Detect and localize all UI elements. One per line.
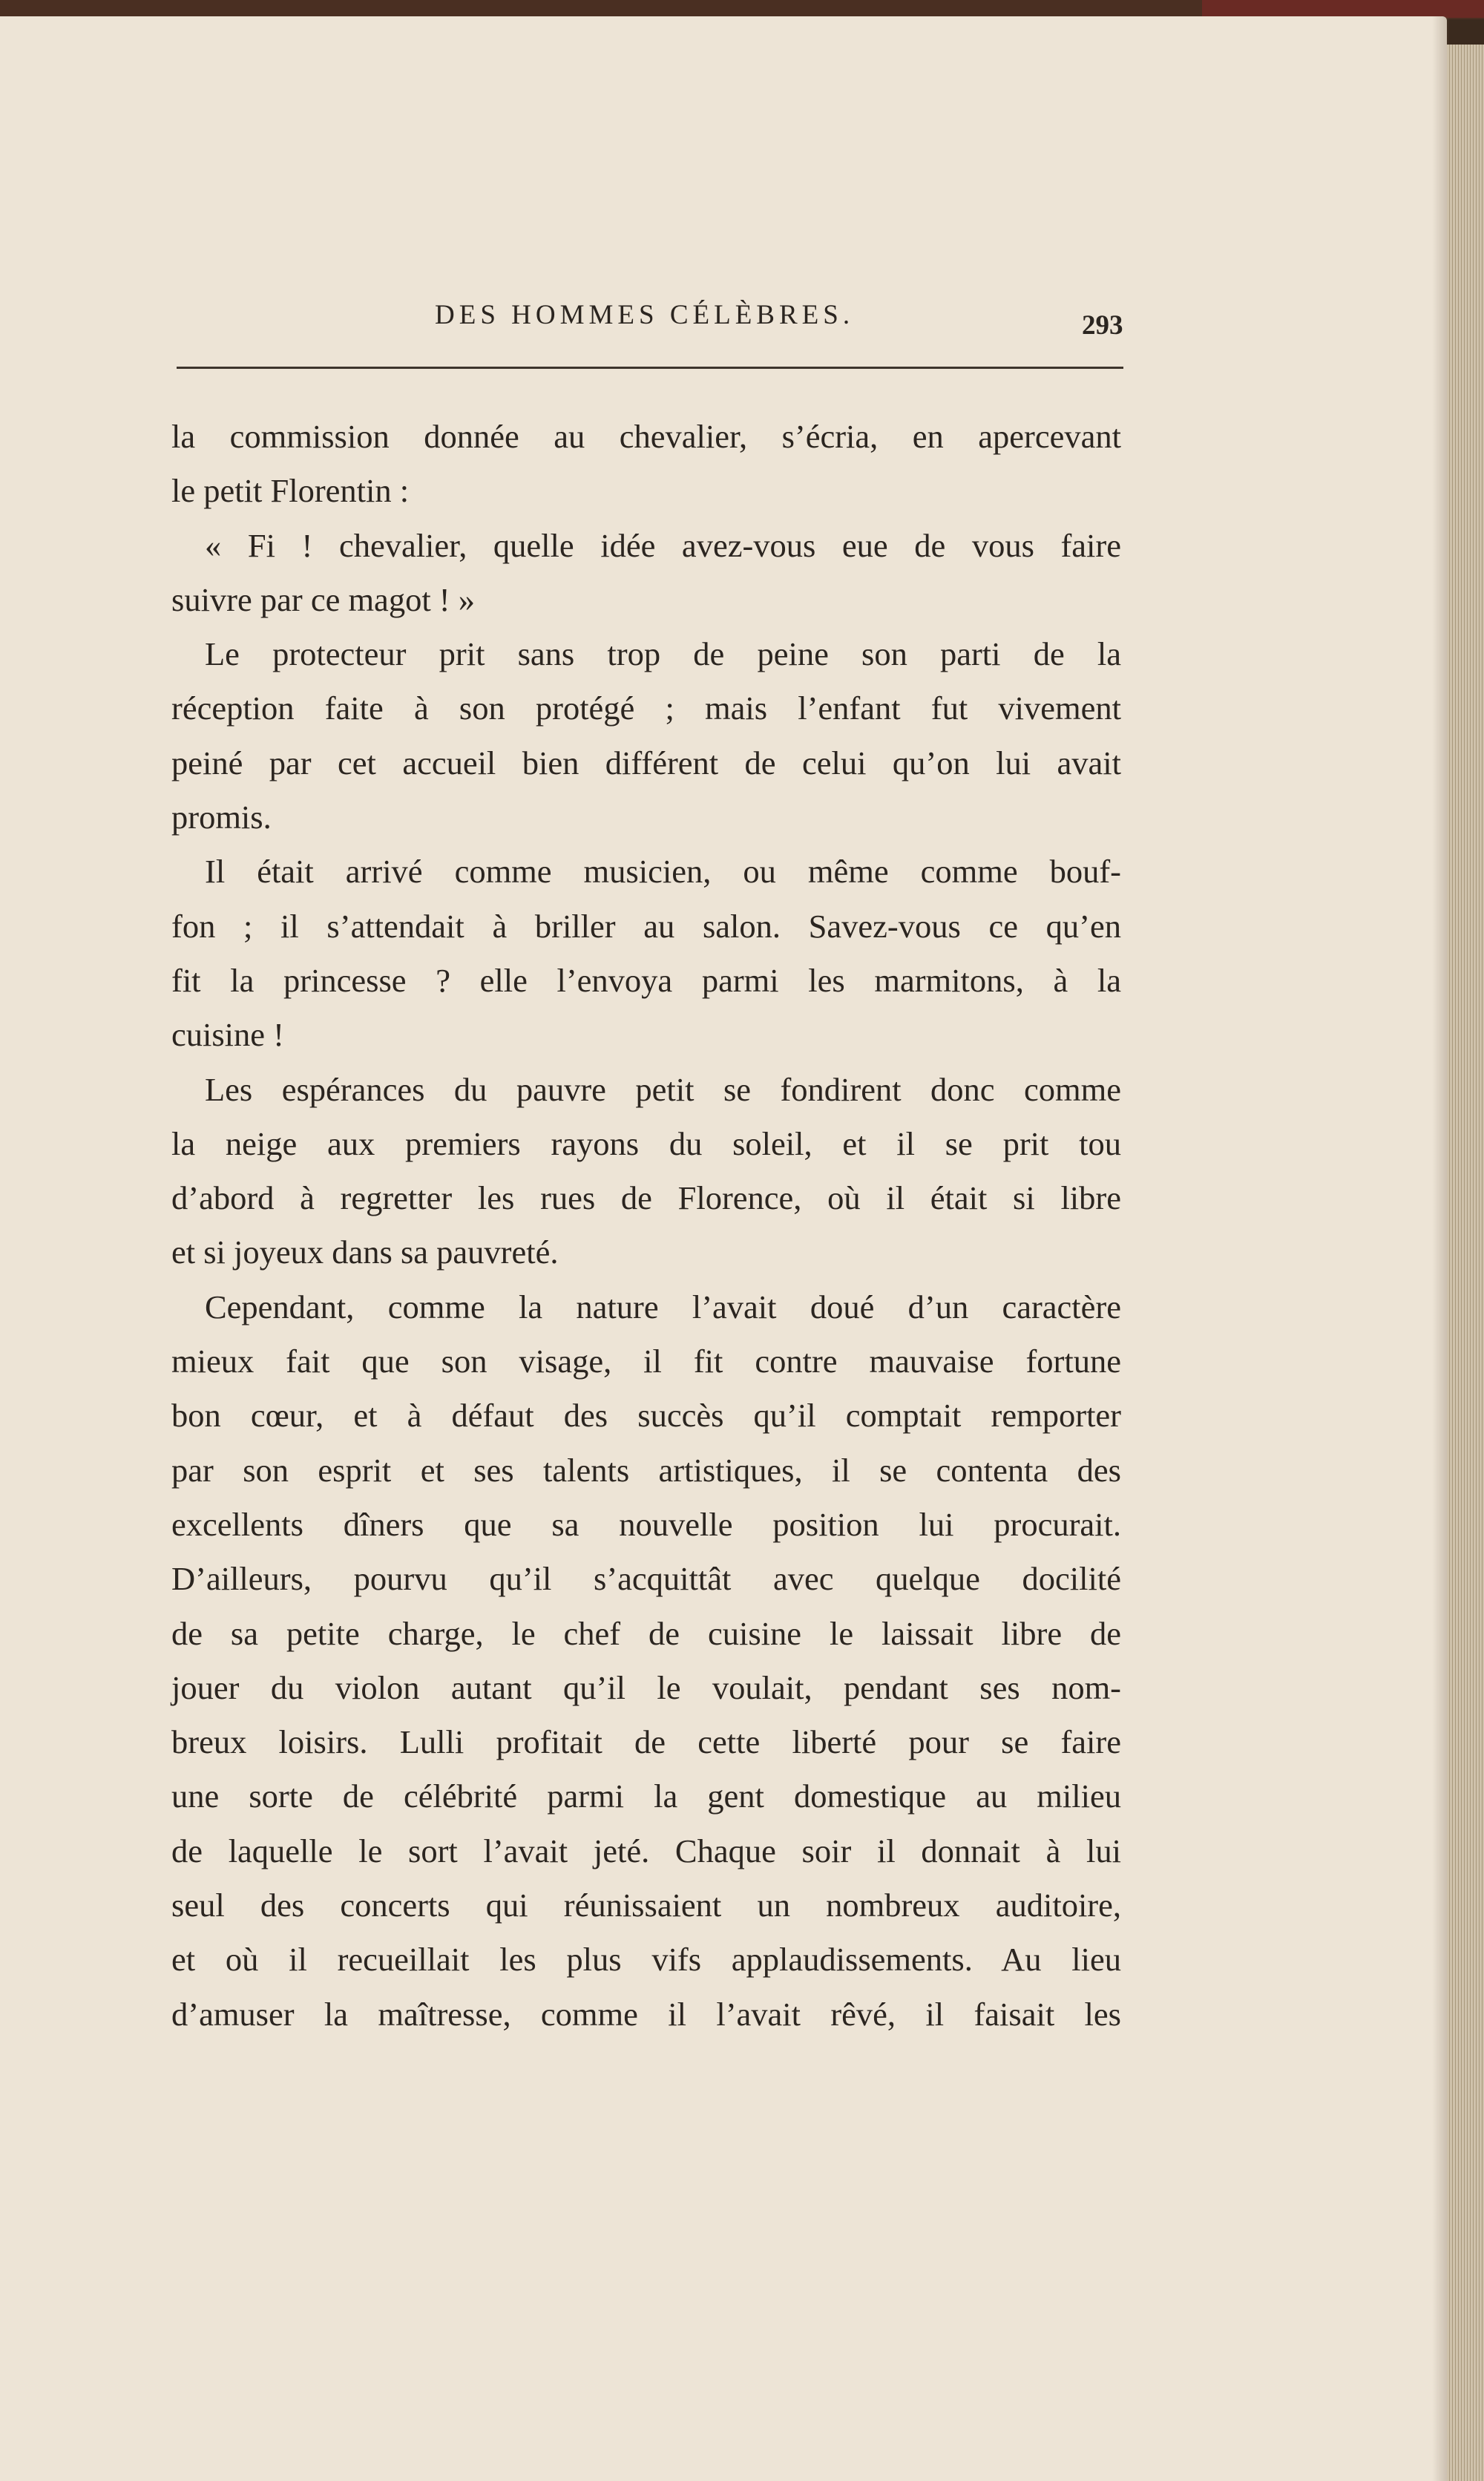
text-line-content: Cependant, comme la nature l’avait doué d’un caractère xyxy=(205,1288,1121,1325)
text-line xyxy=(171,899,1121,954)
text-line xyxy=(171,1715,1121,1769)
text-line xyxy=(171,1661,1121,1715)
text-line xyxy=(171,845,1121,899)
text-line-content: de sa petite charge, le chef de cuisine le laissait libre de xyxy=(171,1614,1121,1652)
text-line-content: fon ; il s’attendait à briller au salon. Savez-vous ce qu’en xyxy=(171,907,1121,945)
text-line xyxy=(171,1769,1121,1823)
text-line xyxy=(171,954,1121,1008)
text-line xyxy=(171,1389,1121,1443)
text-line xyxy=(171,1552,1121,1606)
text-line xyxy=(171,519,1121,573)
text-line-content: seul des concerts qui réunissaient un nombreux auditoire, xyxy=(171,1887,1121,1924)
text-line-content: D’ailleurs, pourvu qu’il s’acquittât avec quelque docilité xyxy=(171,1560,1121,1598)
text-line-content: d’abord à regretter les rues de Florence, où il était si libre xyxy=(171,1179,1121,1217)
gutter-shadow xyxy=(1432,16,1448,2481)
text-line xyxy=(171,1987,1121,2042)
text-line-content: cuisine ! xyxy=(171,1016,284,1054)
text-line xyxy=(171,1824,1121,1878)
text-line-content: de laquelle le sort l’avait jeté. Chaque soir il donnait à lui xyxy=(171,1832,1121,1869)
text-line-content: « Fi ! chevalier, quelle idée avez-vous eue de vous faire xyxy=(205,526,1121,564)
text-line xyxy=(171,1225,1121,1279)
text-line xyxy=(171,573,1121,627)
body-text xyxy=(171,410,1121,2042)
header-rule xyxy=(177,367,1123,369)
text-line-content: Les espérances du pauvre petit se fondirent donc comme xyxy=(205,1070,1121,1108)
text-line xyxy=(171,1008,1121,1062)
text-line-content: Le protecteur prit sans trop de peine son parti de la xyxy=(205,635,1121,673)
text-line xyxy=(171,1063,1121,1117)
text-line xyxy=(171,1498,1121,1552)
text-line-content: la commission donnée au chevalier, s’écria, en apercevant xyxy=(171,418,1121,455)
text-line xyxy=(171,410,1121,464)
text-line xyxy=(171,681,1121,735)
text-line-content: suivre par ce magot ! » xyxy=(171,580,475,618)
text-line xyxy=(171,1933,1121,1987)
text-line xyxy=(171,1334,1121,1389)
text-line xyxy=(171,1607,1121,1661)
page-number: 293 xyxy=(1082,310,1123,341)
text-line xyxy=(171,736,1121,790)
text-line-content: par son esprit et ses talents artistiques, il se contenta des xyxy=(171,1451,1121,1489)
text-line-content: fit la princesse ? elle l’envoya parmi les marmitons, à la xyxy=(171,961,1121,999)
running-head: DES HOMMES CÉLÈBRES. xyxy=(435,300,855,330)
text-line xyxy=(171,464,1121,518)
text-line xyxy=(171,1171,1121,1225)
text-line-content: excellents dîners que sa nouvelle position lui procurait. xyxy=(171,1505,1121,1543)
text-line xyxy=(171,1443,1121,1498)
text-line xyxy=(171,1280,1121,1334)
text-line-content: le petit Florentin : xyxy=(171,472,410,510)
text-line-content: bon cœur, et à défaut des succès qu’il comptait remporter xyxy=(171,1397,1121,1435)
text-line-content: la neige aux premiers rayons du soleil, et il se prit tou xyxy=(171,1124,1121,1162)
text-line-content: promis. xyxy=(171,799,272,836)
text-line xyxy=(171,1878,1121,1933)
book-binding-edge xyxy=(1202,0,1484,18)
text-line-content: une sorte de célébrité parmi la gent domestique au milieu xyxy=(171,1777,1121,1815)
text-line-content: d’amuser la maîtresse, comme il l’avait rêvé, il faisait les xyxy=(171,1995,1121,2033)
text-line xyxy=(171,627,1121,681)
page-stack-edges xyxy=(1447,45,1484,2481)
text-line-content: breux loisirs. Lulli profitait de cette liberté pour se faire xyxy=(171,1723,1121,1761)
text-line-content: et où il recueillait les plus vifs applaudissements. Au lieu xyxy=(171,1941,1121,1979)
text-line-content: réception faite à son protégé ; mais l’enfant fut vivement xyxy=(171,689,1121,727)
text-line-content: Il était arrivé comme musicien, ou même comme bouf- xyxy=(205,853,1121,891)
text-line xyxy=(171,1117,1121,1171)
book-page xyxy=(0,16,1447,2481)
text-line-content: mieux fait que son visage, il fit contre mauvaise fortune xyxy=(171,1343,1121,1380)
text-line-content: peiné par cet accueil bien différent de celui qu’on lui avait xyxy=(171,744,1121,781)
text-line-content: et si joyeux dans sa pauvreté. xyxy=(171,1233,559,1271)
text-line-content: jouer du violon autant qu’il le voulait, pendant ses nom- xyxy=(171,1668,1121,1706)
text-line xyxy=(171,790,1121,845)
